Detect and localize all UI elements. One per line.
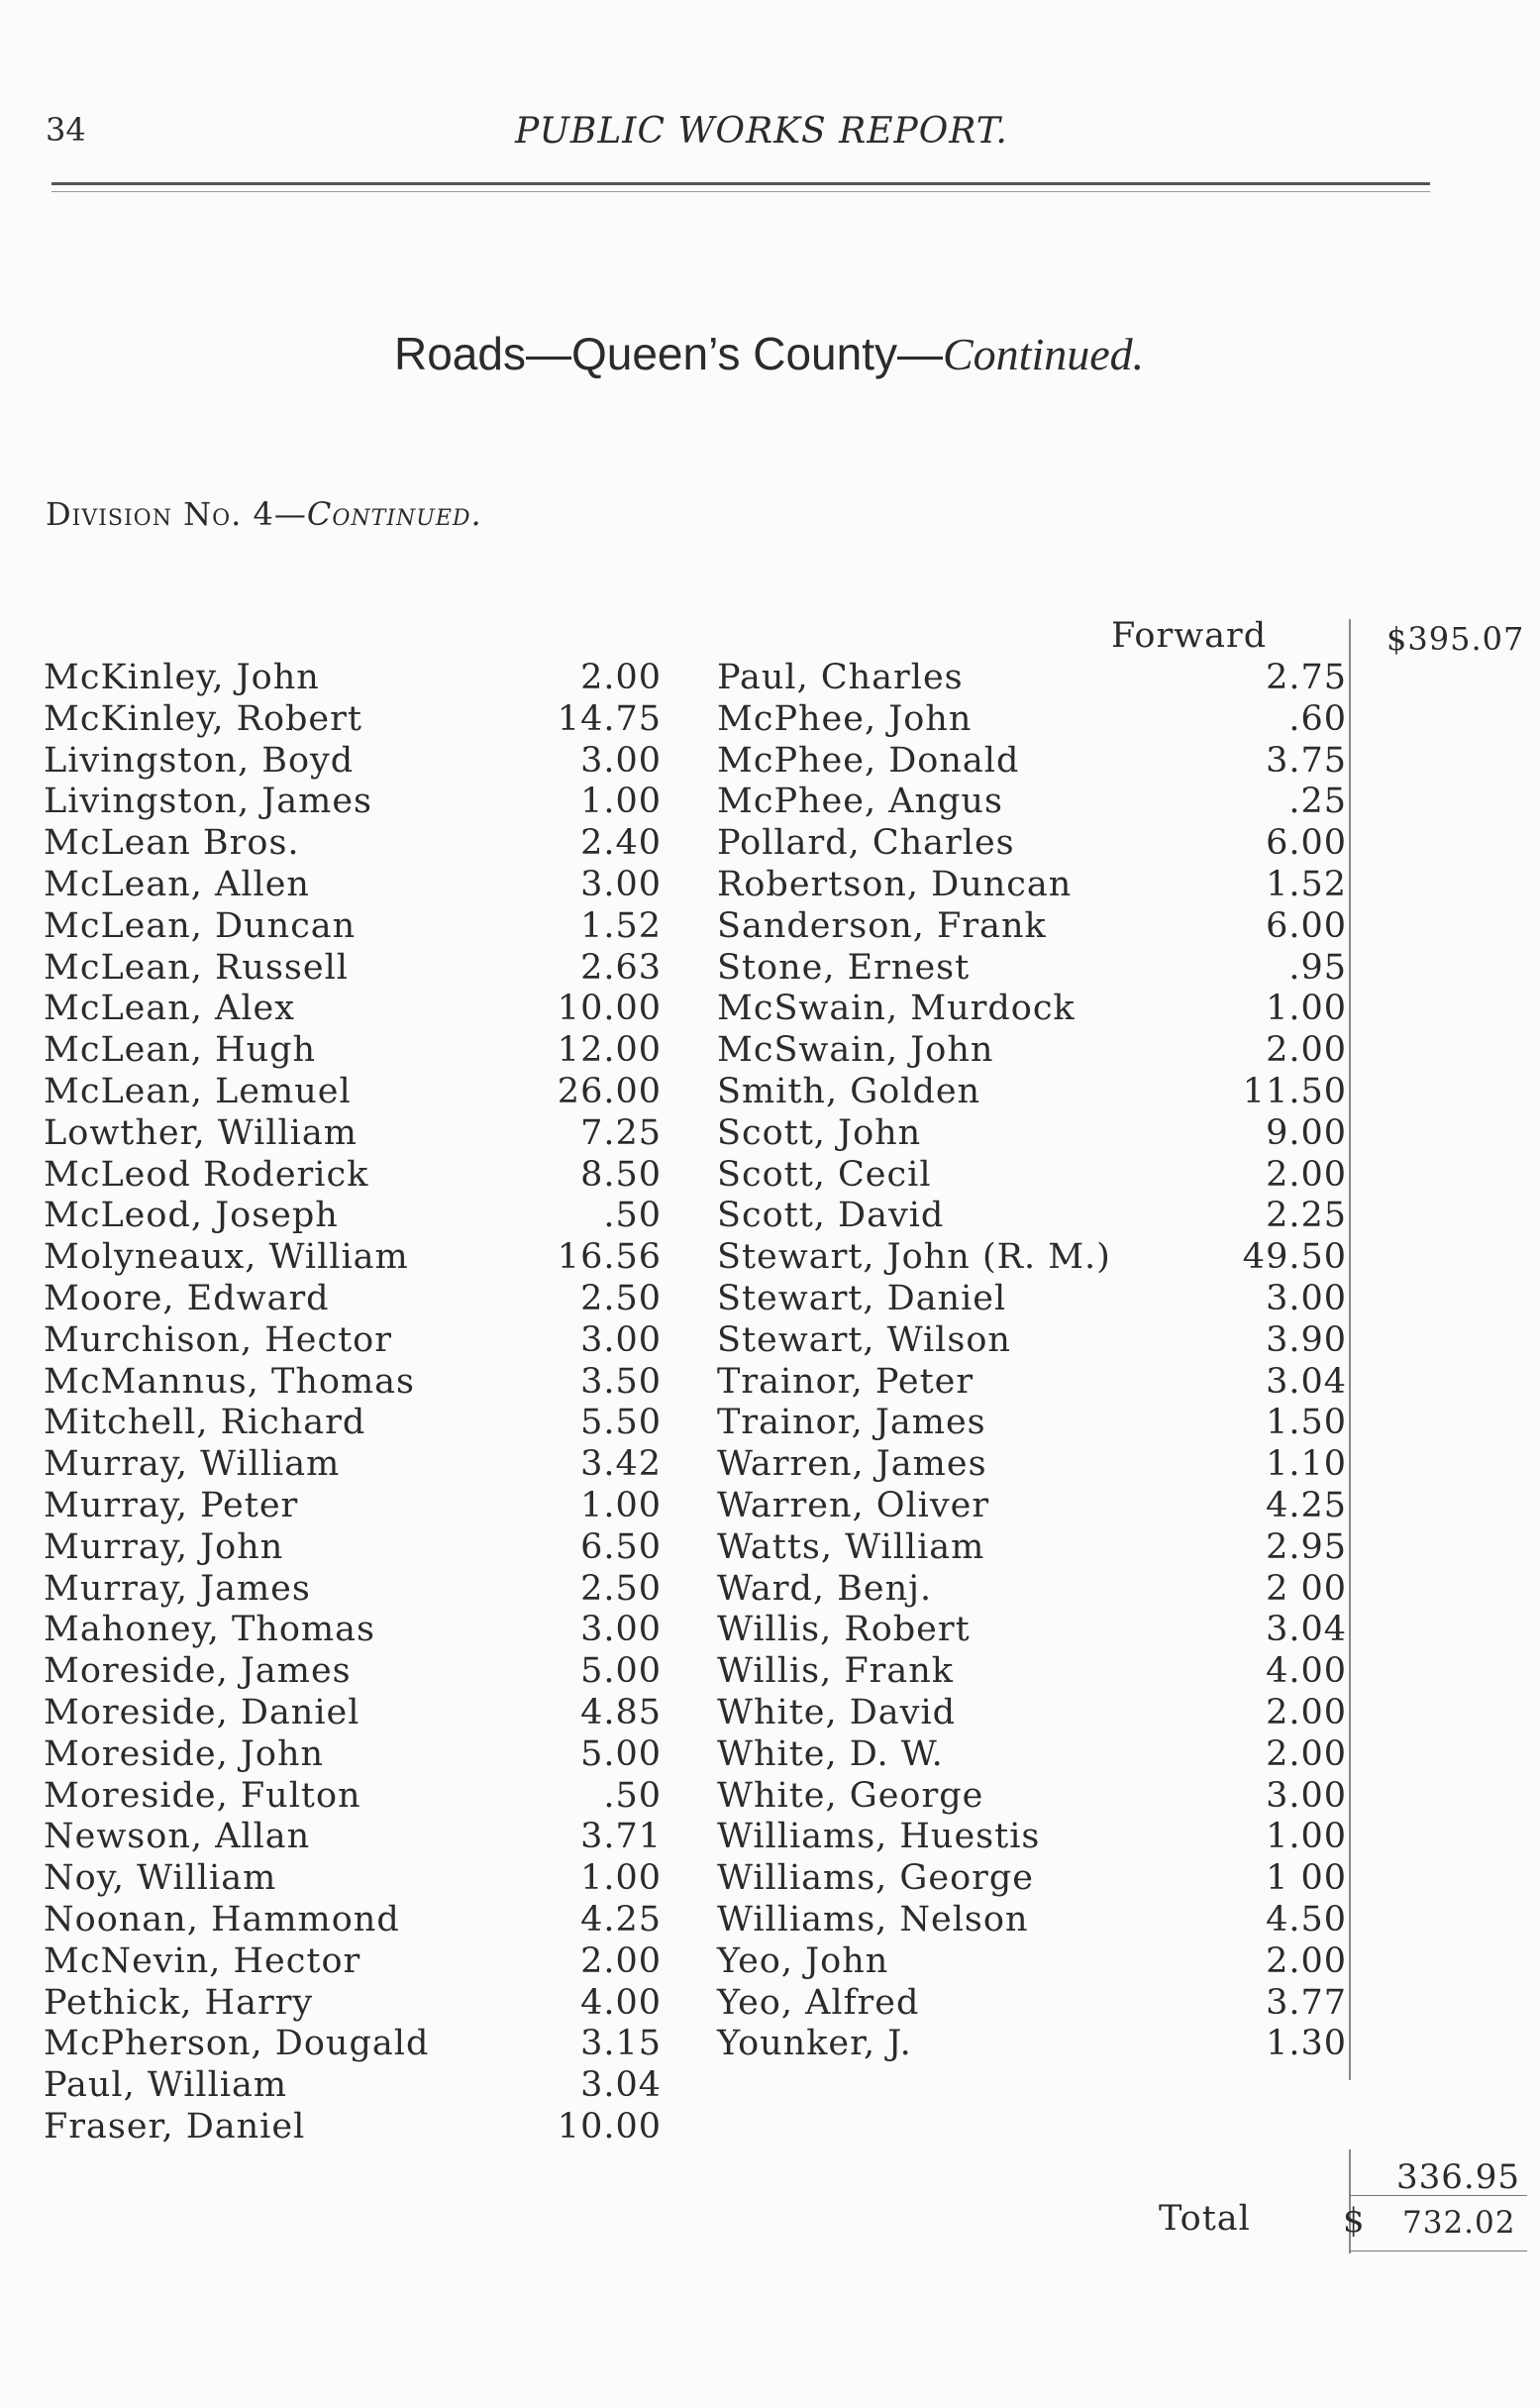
entry-amount: .60 [1288,698,1347,739]
entry-amount: 6.00 [1266,905,1347,946]
entry-amount: 3.00 [580,1319,662,1360]
entry-amount: 3.50 [580,1361,662,1402]
entry-amount: 1.00 [580,1858,662,1899]
entry-amount: 4.25 [1266,1486,1347,1525]
entry-amount: 9.00 [1266,1112,1347,1153]
entry-name: Stewart, John (R. M.) [717,1237,1111,1278]
entry-name: Lowther, William [44,1112,358,1153]
entry-name: McNevin, Hector [44,1940,361,1981]
entry-amount: 2.00 [1266,1693,1347,1732]
entry-amount: 3.00 [580,865,662,904]
entry-name: Stewart, Wilson [717,1319,1011,1360]
entry-amount: 2.95 [1266,1526,1347,1567]
entry-name: Yeo, John [717,1940,889,1981]
entry-name: Moreside, John [44,1733,325,1774]
entry-name: Paul, Charles [717,658,964,697]
entry-amount: .25 [1288,782,1347,822]
header-rule-thin [51,191,1430,192]
entry-amount: 2.50 [580,1279,662,1318]
entry-name: Murray, John [44,1526,284,1567]
entry-amount: 2.40 [580,823,662,864]
entry-amount: 6.00 [1266,823,1347,864]
entry-amount: 3.71 [580,1817,662,1857]
entry-amount: 2.00 [580,1940,662,1981]
entry-name: Fraser, Daniel [44,2107,306,2146]
entry-amount: 10.00 [557,2107,662,2146]
entry-name: Stone, Ernest [717,947,971,988]
entry-name: White, D. W. [717,1733,944,1774]
entry-amount: 1.00 [580,782,662,822]
entry-amount: 6.50 [580,1526,662,1567]
entry-name: McLean, Russell [44,947,349,988]
entry-name: Williams, Huestis [717,1817,1041,1857]
entry-name: Livingston, James [44,782,372,822]
entry-amount: 26.00 [557,1072,662,1111]
entry-amount: 3.15 [580,2024,662,2064]
division-label: Division No. 4— [46,495,307,533]
entry-amount: 12.00 [557,1030,662,1071]
entry-amount: 49.50 [1242,1237,1347,1278]
entry-amount: 3.90 [1266,1319,1347,1360]
entry-name: White, David [717,1693,957,1732]
entry-name: Warren, Oliver [717,1486,990,1525]
entry-amount: 1.10 [1266,1444,1347,1485]
forward-label: Forward [1111,616,1268,656]
entry-name: Pollard, Charles [717,823,1015,864]
amount-column-rule [1349,619,1351,2080]
entry-name: Murray, Peter [44,1486,299,1525]
entry-name: Smith, Golden [717,1072,981,1111]
entry-amount: 3.04 [1266,1610,1347,1650]
entry-name: McSwain, Murdock [717,989,1076,1029]
entry-name: Moreside, James [44,1651,352,1692]
entry-name: Molyneaux, William [44,1237,409,1278]
total-label: Total [1159,2199,1251,2239]
entry-name: McLean Bros. [44,823,300,864]
entry-name: McLean, Lemuel [44,1072,352,1111]
entry-name: McLeod, Joseph [44,1196,339,1236]
entry-name: Watts, William [717,1526,985,1567]
entry-amount: 3.00 [1266,1775,1347,1816]
entry-amount: 7.25 [580,1112,662,1153]
entry-amount: 8.50 [580,1154,662,1195]
entry-name: Moreside, Daniel [44,1693,360,1732]
entry-name: Younker, J. [717,2024,912,2064]
entry-name: Moore, Edward [44,1279,330,1318]
entry-name: Warren, James [717,1444,987,1485]
section-title-main: Roads—Queen’s County— [394,328,943,379]
entry-name: McLean, Hugh [44,1030,317,1071]
entry-amount: 2.75 [1266,658,1347,697]
entry-name: Murray, James [44,1568,311,1609]
entry-name: Paul, William [44,2065,288,2106]
entry-amount: 1.00 [1266,989,1347,1029]
entry-name: Sanderson, Frank [717,905,1047,946]
entry-name: McPhee, John [717,698,973,739]
entry-name: Noonan, Hammond [44,1900,400,1939]
forward-amount: $395.07 [1386,620,1525,658]
entry-amount: 4.85 [580,1693,662,1732]
entry-name: White, George [717,1775,984,1816]
entry-name: McPhee, Donald [717,740,1020,781]
entry-amount: 5.00 [580,1651,662,1692]
entry-amount: 4.00 [580,1982,662,2023]
entry-name: Mahoney, Thomas [44,1610,375,1650]
entry-amount: 1.00 [1266,1817,1347,1857]
entry-name: McLean, Alex [44,989,295,1029]
entry-name: Robertson, Duncan [717,865,1073,904]
entry-amount: 2.25 [1266,1196,1347,1236]
entry-name: Livingston, Boyd [44,740,355,781]
entry-name: Yeo, Alfred [717,1982,920,2023]
entry-name: Scott, John [717,1112,922,1153]
entry-name: McPhee, Angus [717,782,1003,822]
entry-amount: 2.00 [1266,1154,1347,1195]
entry-amount: 3.04 [1266,1361,1347,1402]
entry-name: Pethick, Harry [44,1982,314,2023]
entry-amount: 1.00 [580,1486,662,1525]
entry-amount: 1.30 [1266,2024,1347,2064]
page-number: 34 [46,111,86,149]
entry-amount: 2.00 [580,658,662,697]
total-amount: 732.02 [1402,2205,1516,2241]
entry-amount: 1.50 [1266,1403,1347,1443]
entry-amount: 4.00 [1266,1651,1347,1692]
entry-name: Ward, Benj. [717,1568,933,1609]
entry-amount: 11.50 [1242,1072,1347,1111]
entry-name: Trainor, Peter [717,1361,975,1402]
entry-amount: 2 00 [1266,1568,1347,1609]
entry-amount: 3.00 [580,740,662,781]
entry-name: McLeod Roderick [44,1154,369,1195]
entry-amount: 1 00 [1266,1858,1347,1899]
entry-name: McPherson, Dougald [44,2024,430,2064]
entry-name: Scott, David [717,1196,945,1236]
entry-amount: 5.50 [580,1403,662,1443]
division-heading [46,495,482,533]
entry-amount: 4.25 [580,1900,662,1939]
entry-amount: 3.00 [580,1610,662,1650]
entry-name: Murchison, Hector [44,1319,392,1360]
entry-amount: 4.50 [1266,1900,1347,1939]
entry-amount: 1.52 [580,905,662,946]
division-continued: Continued. [306,495,482,533]
entry-name: McSwain, John [717,1030,994,1071]
entry-amount: .50 [603,1775,662,1816]
section-title-continued: Continued. [943,329,1145,379]
section-title [394,327,1144,380]
entry-amount: .50 [603,1196,662,1236]
entry-amount: 2.00 [1266,1940,1347,1981]
entry-name: Noy, William [44,1858,277,1899]
entry-name: McKinley, Robert [44,698,362,739]
entry-name: McMannus, Thomas [44,1361,415,1402]
entry-name: Mitchell, Richard [44,1403,366,1443]
entry-name: Willis, Robert [717,1610,971,1650]
entry-amount: 2.63 [580,947,662,988]
entry-name: Newson, Allan [44,1817,311,1857]
entry-amount: 2.00 [1266,1030,1347,1071]
entry-amount: 3.42 [580,1444,662,1485]
entry-amount: 2.50 [580,1568,662,1609]
entry-amount: 14.75 [557,698,662,739]
entry-name: McKinley, John [44,658,320,697]
entry-amount: 2.00 [1266,1733,1347,1774]
entry-name: McLean, Allen [44,865,310,904]
entry-name: Willis, Frank [717,1651,954,1692]
entry-amount: 3.75 [1266,740,1347,781]
entry-amount: 16.56 [557,1237,662,1278]
entry-name: Scott, Cecil [717,1154,932,1195]
entry-name: Moreside, Fulton [44,1775,361,1816]
header-rule [51,182,1430,185]
entry-amount: 3.04 [580,2065,662,2106]
entry-amount: .95 [1288,947,1347,988]
entry-name: Murray, William [44,1444,341,1485]
entry-name: Williams, Nelson [717,1900,1029,1939]
entry-amount: 3.00 [1266,1279,1347,1318]
running-head: PUBLIC WORKS REPORT. [515,111,1008,152]
entry-amount: 10.00 [557,989,662,1029]
subtotal-amount: 336.95 [1396,2157,1520,2197]
entry-name: Williams, George [717,1858,1034,1899]
entry-name: Stewart, Daniel [717,1279,1007,1318]
entry-name: Trainor, James [717,1403,986,1443]
total-dollar-sign: $ [1343,2201,1365,2241]
entry-amount: 3.77 [1266,1982,1347,2023]
entry-name: McLean, Duncan [44,905,357,946]
entry-amount: 5.00 [580,1733,662,1774]
entry-amount: 1.52 [1266,865,1347,904]
